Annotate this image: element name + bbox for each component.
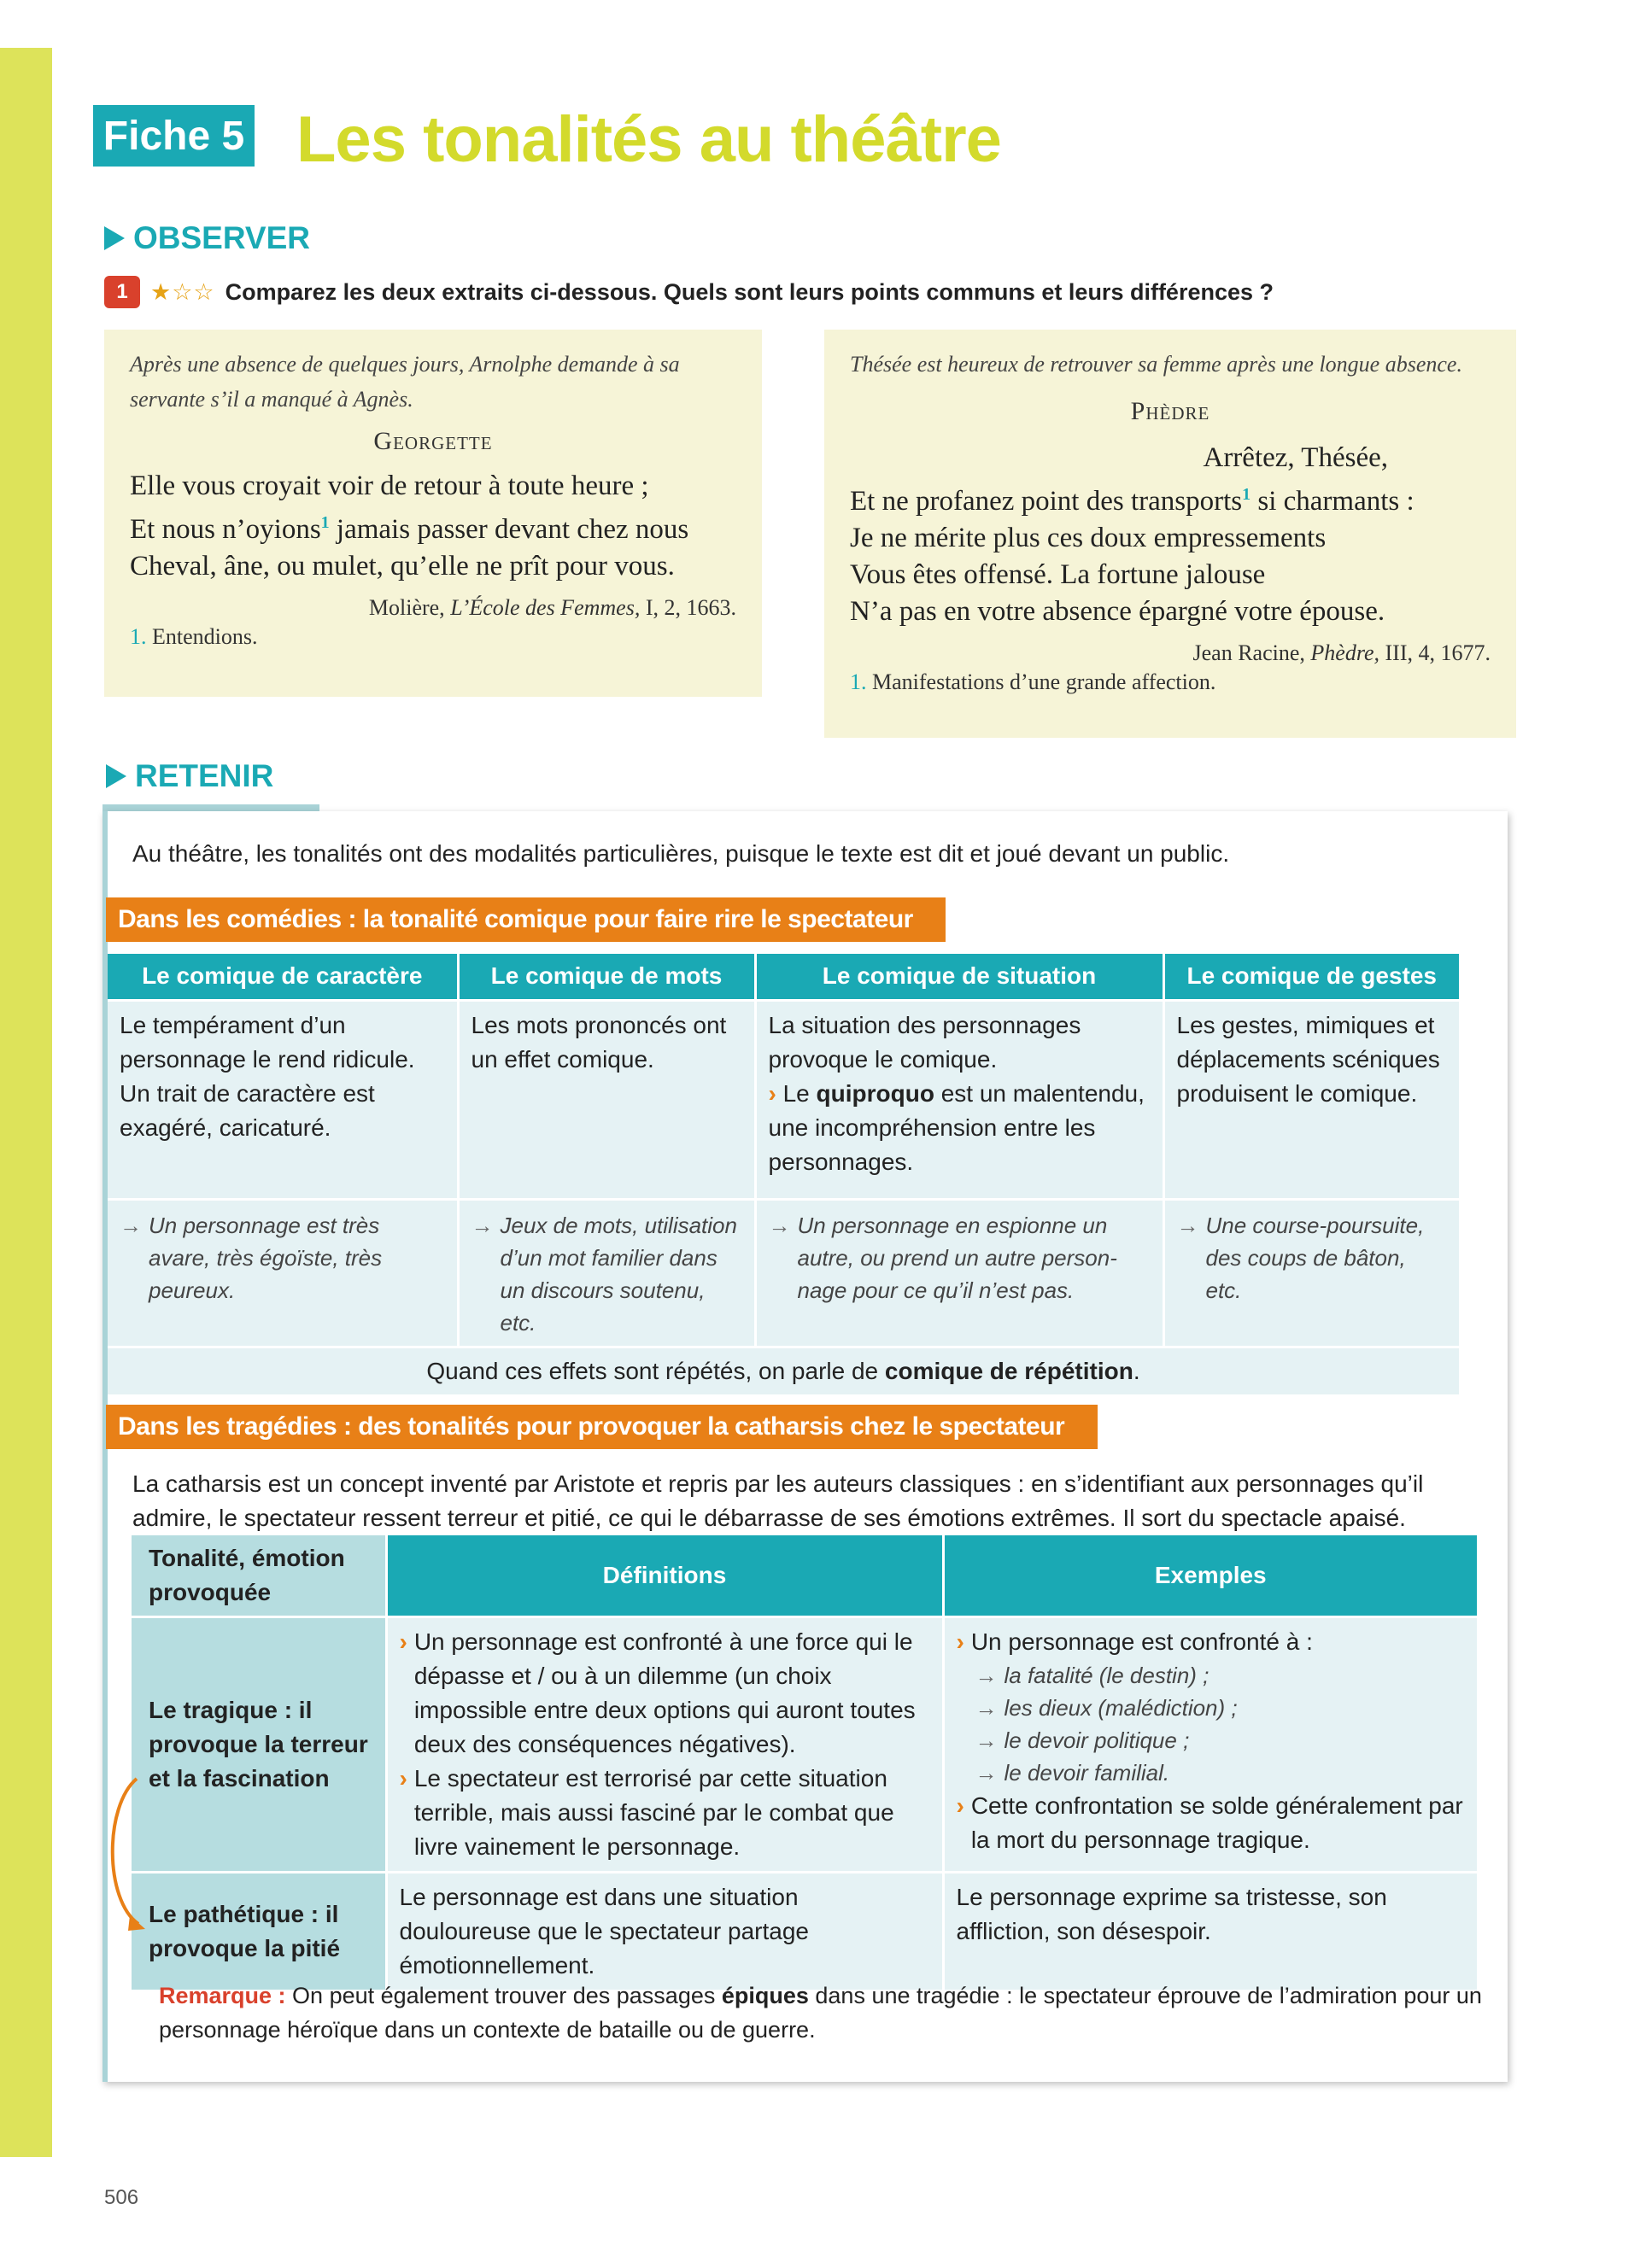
arrow-right-icon: → — [120, 1212, 142, 1238]
sub-item-text: les dieux (malédiction) ; — [1004, 1694, 1238, 1721]
cell-text: est un malentendu, une incompréhension entre les personnages. — [768, 1079, 1145, 1175]
verse-line: N’a pas en votre absence épargné votre épouse. — [850, 596, 1385, 627]
comedy-table — [108, 954, 1459, 1394]
triangle-icon — [104, 226, 125, 250]
excerpt-source — [850, 640, 1491, 666]
table-cell: Les mots prononcés ont un effet comique. — [458, 1000, 755, 1199]
retenir-intro: Au théâtre, les tonalités ont des modalités particulières, puisque le texte est dit et joué devant un public. — [132, 840, 1230, 867]
intro-line: Après une absence de quelques jours, Arnolphe demande à sa — [130, 352, 680, 377]
verse-line: Arrêtez, Thésée, — [1203, 442, 1388, 473]
table-cell — [755, 1199, 1163, 1347]
arrow-right-icon: → — [471, 1212, 494, 1238]
cell-bold-term: quiproquo — [816, 1079, 934, 1107]
sub-item — [957, 1692, 1466, 1724]
remarque-note — [159, 1979, 1491, 2047]
sub-item-text: le devoir familial. — [1004, 1759, 1170, 1786]
column-header: Le comique de caractère — [108, 954, 458, 1000]
question-line — [104, 276, 1274, 308]
verse-text: Et ne profanez point des transports — [850, 486, 1243, 517]
speaker-name: Georgette — [373, 427, 493, 455]
cell-bullet — [769, 1077, 1151, 1179]
arrow-right-icon: → — [975, 1694, 998, 1721]
table-cell — [386, 1616, 943, 1872]
question-text: Comparez les deux extraits ci-dessous. Quels sont leurs points communs et leurs différences ? — [225, 278, 1274, 305]
footnote-text: Entendions. — [146, 624, 258, 649]
excerpt-source — [130, 595, 736, 621]
remarque-label: Remarque : — [159, 1983, 286, 2008]
note-text: . — [1133, 1357, 1140, 1384]
bullet-text: Le spectateur est terrorisé par cette situation terrible, mais aussi fasciné par le combat que livre vainement le personnage. — [413, 1764, 894, 1860]
remarque-text: dans une tragédie : le spectateur éprouve de l’admiration pour un personnage héroïque dans un contexte de bataille ou de guerre. — [159, 1983, 1482, 2043]
table-cell — [108, 1199, 458, 1347]
footnote-text: Manifestations d’une grande affection. — [866, 669, 1216, 694]
verse-line: Elle vous croyait voir de retour à toute heure ; — [130, 471, 649, 501]
table-row — [132, 1616, 1477, 1872]
column-header: Le comique de situation — [755, 954, 1163, 1000]
verse-line: Cheval, âne, ou mulet, qu’elle ne prît pour vous. — [130, 551, 675, 582]
comedy-section-title: Dans les comédies : la tonalité comique pour faire rire le spectateur — [106, 897, 946, 942]
source-title: L’École des Femmes, — [450, 595, 641, 620]
sub-item — [957, 1724, 1466, 1757]
chevron-right-icon: › — [956, 1628, 964, 1655]
excerpt-intro: Thésée est heureux de retrouver sa femme après une longue absence. — [850, 352, 1462, 377]
column-header: Le comique de gestes — [1163, 954, 1459, 1000]
table-cell: Les gestes, mimiques et déplacements scéniques produisent le comique. — [1163, 1000, 1459, 1199]
source-ref: III, 4, 1677. — [1379, 640, 1491, 665]
example-text: Une course-poursuite, des coups de bâton, etc. — [1205, 1212, 1425, 1303]
arrow-right-icon: → — [975, 1662, 998, 1688]
cell-text: Le — [776, 1079, 817, 1107]
table-cell: Le personnage exprime sa tristesse, son affliction, son désespoir. — [943, 1872, 1477, 1990]
footnote — [130, 624, 736, 650]
footnote-number: 1. — [130, 624, 147, 649]
chevron-right-icon: › — [956, 1792, 964, 1819]
panel-accent — [102, 804, 319, 811]
excerpt-moliere — [104, 330, 762, 697]
verse-text: si charmants : — [1250, 486, 1414, 517]
bullet-text: Cette confrontation se solde généralement par la mort du personnage tragique. — [970, 1792, 1463, 1853]
verse-text: Et nous n’oyions — [130, 514, 321, 545]
intro-line: servante s’il a manqué à Agnès. — [130, 387, 413, 412]
retenir-heading-text: RETENIR — [135, 758, 274, 793]
verse-line: Je ne mérite plus ces doux empressements — [850, 523, 1327, 553]
sub-item — [957, 1659, 1466, 1692]
table-cell — [458, 1199, 755, 1347]
example-text: Jeux de mots, utilisation d’un mot familier dans un discours soutenu, etc. — [500, 1212, 737, 1336]
sub-item-text: le devoir politique ; — [1004, 1727, 1190, 1753]
arrow-right-icon: → — [975, 1727, 998, 1753]
row-header-pathetique: Le pathétique : il provoque la pitié — [132, 1872, 386, 1990]
cell-text: La situation des personnages provoque le comique. — [768, 1011, 1081, 1073]
verse-line — [850, 476, 1491, 520]
column-header: Exemples — [943, 1535, 1477, 1616]
arrow-right-icon: → — [1176, 1212, 1199, 1238]
example-text: Un personnage en espionne un autre, ou prend un autre personnage pour ce qu’il n’est pas. — [797, 1212, 1117, 1303]
excerpt-intro — [130, 347, 736, 417]
chevron-right-icon: › — [768, 1079, 776, 1107]
table-cell — [1163, 1199, 1459, 1347]
bullet-item — [400, 1762, 930, 1864]
source-title: Phèdre, — [1310, 640, 1380, 665]
retenir-heading — [106, 758, 273, 794]
verse-block — [130, 468, 736, 585]
bullet-item — [400, 1625, 930, 1762]
remarque-text: On peut également trouver des passages — [285, 1983, 722, 2008]
remarque-bold: épiques — [721, 1983, 809, 2008]
arrow-right-icon: → — [975, 1759, 998, 1786]
column-header: Tonalité, émotion provoquée — [132, 1535, 386, 1616]
table-header-row — [108, 954, 1459, 1000]
page-title: Les tonalités au théâtre — [296, 103, 1001, 176]
fiche-label: Fiche 5 — [93, 105, 255, 167]
verse-line: Vous êtes offensé. La fortune jalouse — [850, 559, 1266, 590]
tragedy-section-title: Dans les tragédies : des tonalités pour provoquer la catharsis chez le spectateur — [106, 1405, 1098, 1449]
table-row — [132, 1872, 1477, 1990]
table-cell: Le personnage est dans une situation douloureuse que le spectateur partage émotionnellement. — [386, 1872, 943, 1990]
curved-arrow-icon — [104, 1772, 155, 1934]
sub-item-text: la fatalité (le destin) ; — [1004, 1662, 1210, 1688]
table-cell — [755, 1000, 1163, 1199]
sub-item — [957, 1757, 1466, 1789]
source-author: Molière, — [368, 595, 451, 620]
row-header-tragique: Le tragique : il provoque la terreur et la fascination — [132, 1616, 386, 1872]
example-text: Un personnage est très avare, très égoïste, très peureux. — [149, 1212, 383, 1303]
chevron-right-icon: › — [399, 1764, 407, 1792]
chevron-right-icon: › — [399, 1628, 407, 1655]
note-bold: comique de répétition — [884, 1357, 1133, 1384]
footnote-number: 1. — [850, 669, 867, 694]
footnote — [850, 669, 1491, 695]
source-ref: I, 2, 1663. — [640, 595, 736, 620]
table-cell: Le tempérament d’un personnage le rend ridicule. Un trait de caractère est exagéré, caricaturé. — [108, 1000, 458, 1199]
column-header: Définitions — [386, 1535, 943, 1616]
note-text: Quand ces effets sont répétés, on parle de — [426, 1357, 885, 1384]
table-row — [108, 1000, 1459, 1199]
verse-text: jamais passer devant chez nous — [329, 514, 689, 545]
triangle-icon — [106, 764, 126, 788]
column-header: Le comique de mots — [458, 954, 755, 1000]
observer-heading-text: OBSERVER — [133, 220, 310, 255]
catharsis-text: La catharsis est un concept inventé par Aristote et repris par les auteurs classiques : en s’identifiant aux personnages qu’il admire, le spectateur ressent terreur et pitié, ce qui le débarrasse de ses émotions extrêmes. Il sort du spectacle apaisé. — [132, 1470, 1424, 1531]
bullet-item — [957, 1625, 1466, 1659]
bullet-item — [957, 1789, 1466, 1857]
difficulty-stars — [150, 279, 215, 306]
footnote-ref: 1 — [1242, 485, 1251, 504]
repetition-note — [108, 1347, 1459, 1394]
tragedy-table — [132, 1535, 1477, 1990]
observer-heading — [104, 220, 310, 256]
star-filled-icon: ★ — [150, 278, 173, 305]
bullet-text: Un personnage est confronté à : — [970, 1628, 1313, 1655]
page-number: 506 — [104, 2186, 139, 2209]
footnote-ref: 1 — [320, 513, 330, 532]
table-cell — [943, 1616, 1477, 1872]
table-row — [108, 1199, 1459, 1347]
verse-block — [850, 440, 1491, 630]
table-row — [108, 1347, 1459, 1394]
excerpt-racine — [824, 330, 1516, 738]
verse-line — [130, 505, 736, 548]
side-color-bar — [0, 48, 52, 2157]
table-header-row — [132, 1535, 1477, 1616]
bullet-text: Un personnage est confronté à une force qui le dépasse et / ou à un dilemme (un choix impossible entre deux options qui auront toutes deux des conséquences négatives). — [413, 1628, 916, 1757]
star-empty-icon: ☆☆ — [172, 278, 215, 305]
source-author: Jean Racine, — [1192, 640, 1311, 665]
question-number-badge: 1 — [104, 276, 140, 308]
speaker-name: Phèdre — [1130, 397, 1210, 425]
arrow-right-icon: → — [768, 1212, 791, 1238]
